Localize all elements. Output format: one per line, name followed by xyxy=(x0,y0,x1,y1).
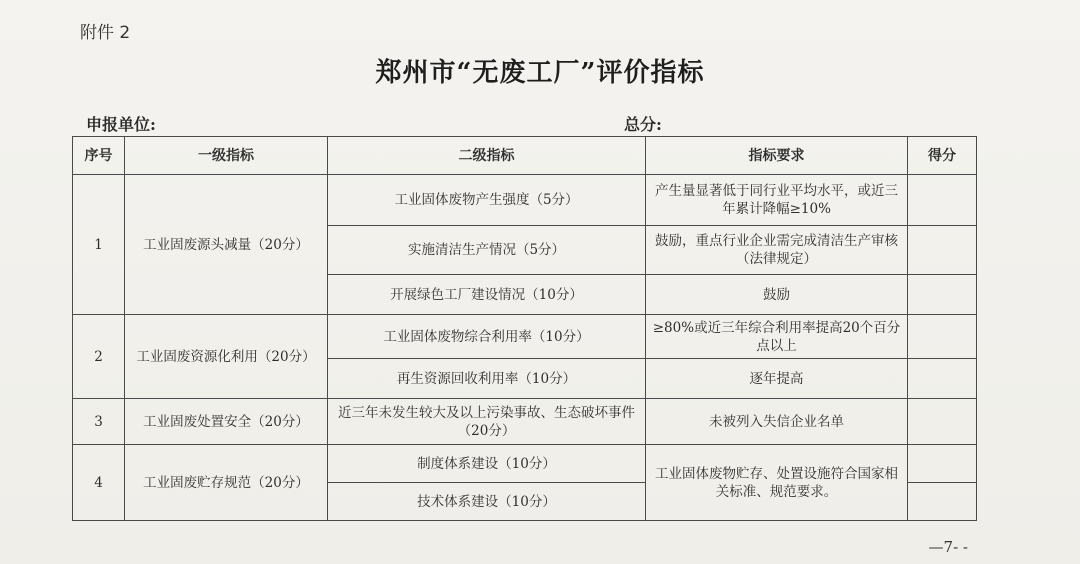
indicator-table xyxy=(72,136,977,521)
header-score: 得分 xyxy=(908,137,977,175)
header-secondary-indicator: 二级指标 xyxy=(328,137,646,175)
header-index: 序号 xyxy=(73,137,125,175)
indicator-requirement: 工业固体废物贮存、处置设施符合国家相关标准、规范要求。 xyxy=(646,445,908,521)
indicator-requirement: 鼓励，重点行业企业需完成清洁生产审核（法律规定） xyxy=(646,226,908,275)
secondary-indicator: 技术体系建设（10分） xyxy=(328,483,646,521)
primary-indicator: 工业固废处置安全（20分） xyxy=(125,399,328,445)
score-cell[interactable] xyxy=(908,399,977,445)
indicator-requirement: 产生量显著低于同行业平均水平，或近三年累计降幅≥10% xyxy=(646,175,908,226)
page-title: 郑州市“无废工厂”评价指标 xyxy=(375,58,705,88)
table-row xyxy=(73,175,977,226)
secondary-indicator: 实施清洁生产情况（5分） xyxy=(328,226,646,275)
total-score-label: 总分: xyxy=(624,115,662,134)
indicator-requirement: ≥80%或近三年综合利用率提高20个百分点以上 xyxy=(646,315,908,359)
secondary-indicator: 工业固体废物综合利用率（10分） xyxy=(328,315,646,359)
indicator-requirement: 鼓励 xyxy=(646,275,908,315)
score-cell[interactable] xyxy=(908,359,977,399)
score-cell[interactable] xyxy=(908,315,977,359)
score-cell[interactable] xyxy=(908,175,977,226)
score-cell[interactable] xyxy=(908,483,977,521)
secondary-indicator: 近三年未发生较大及以上污染事故、生态破坏事件（20分） xyxy=(328,399,646,445)
table-row xyxy=(73,445,977,483)
secondary-indicator: 制度体系建设（10分） xyxy=(328,445,646,483)
indicator-requirement: 逐年提高 xyxy=(646,359,908,399)
row-index: 3 xyxy=(73,399,125,445)
applicant-label: 申报单位: xyxy=(86,115,156,134)
table-header-row xyxy=(73,137,977,175)
row-index: 4 xyxy=(73,445,125,521)
score-cell[interactable] xyxy=(908,445,977,483)
score-cell[interactable] xyxy=(908,275,977,315)
score-cell[interactable] xyxy=(908,226,977,275)
indicator-requirement: 未被列入失信企业名单 xyxy=(646,399,908,445)
row-index: 1 xyxy=(73,175,125,315)
secondary-indicator: 工业固体废物产生强度（5分） xyxy=(328,175,646,226)
table-row xyxy=(73,315,977,359)
secondary-indicator: 再生资源回收利用率（10分） xyxy=(328,359,646,399)
header-requirement: 指标要求 xyxy=(646,137,908,175)
primary-indicator: 工业固废贮存规范（20分） xyxy=(125,445,328,521)
table-row xyxy=(73,399,977,445)
secondary-indicator: 开展绿色工厂建设情况（10分） xyxy=(328,275,646,315)
primary-indicator: 工业固废源头减量（20分） xyxy=(125,175,328,315)
row-index: 2 xyxy=(73,315,125,399)
page-number: —7- - xyxy=(928,538,968,556)
primary-indicator: 工业固废资源化利用（20分） xyxy=(125,315,328,399)
header-primary-indicator: 一级指标 xyxy=(125,137,328,175)
attachment-label: 附件 2 xyxy=(80,23,131,43)
